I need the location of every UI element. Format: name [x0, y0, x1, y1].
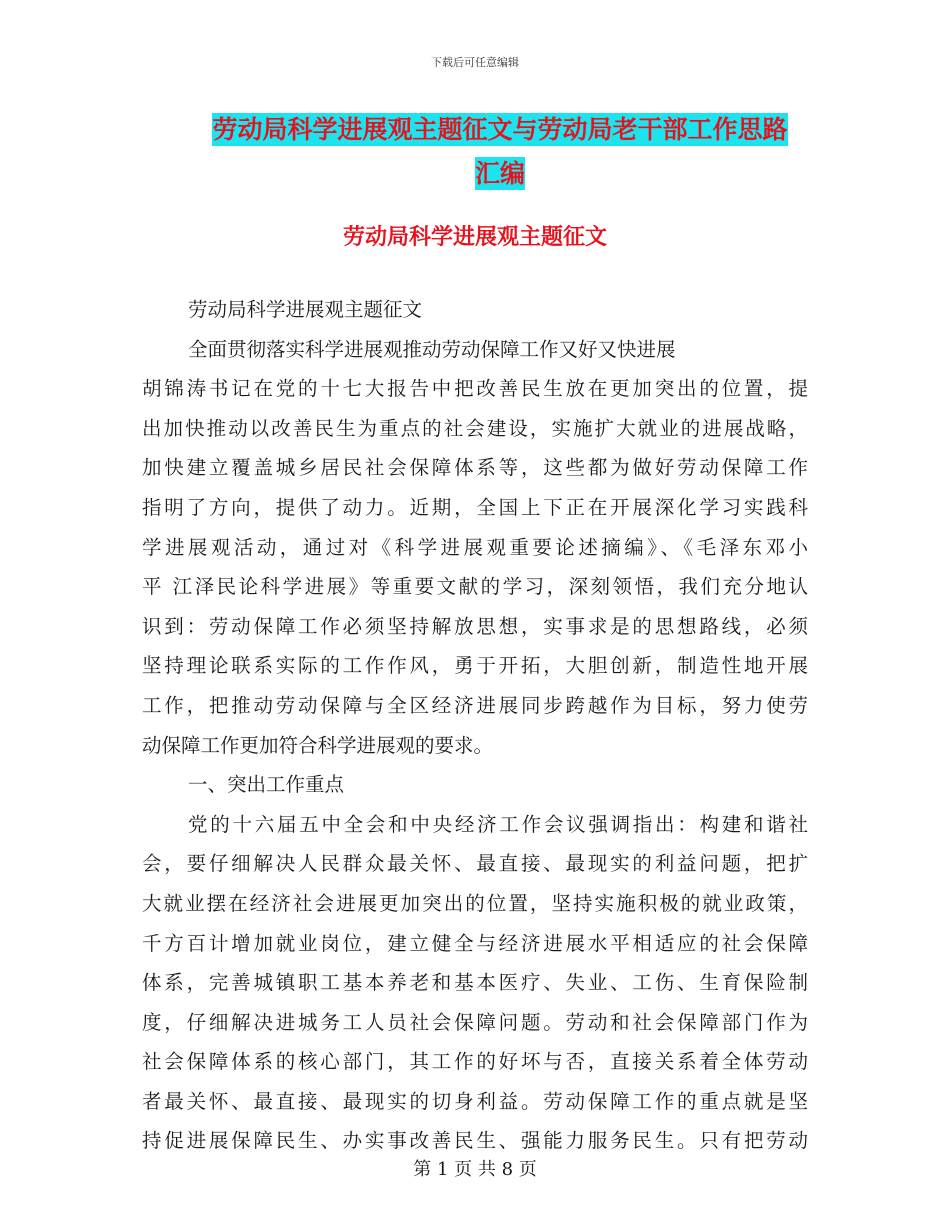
body-line: 一、突出工作重点 — [188, 773, 345, 797]
body-line: 党的十六届五中全会和中央经济工作会议强调指出：构建和谐社 — [188, 812, 808, 836]
body-line: 指明了方向，提供了动力。近期，全国上下正在开展深化学习实践科 — [142, 495, 808, 519]
document-title-line-2: 汇编 — [474, 159, 525, 188]
body-line: 胡锦涛书记在党的十七大报告中把改善民生放在更加突出的位置，提 — [142, 377, 808, 401]
body-line: 者最关怀、最直接、最现实的切身利益。劳动保障工作的重点就是坚 — [142, 1089, 808, 1113]
body-line: 体系，完善城镇职工基本养老和基本医疗、失业、工伤、生育保险制 — [142, 971, 808, 995]
body-text — [142, 290, 808, 1161]
page-number-footer: 第 1 页 共 8 页 — [413, 1159, 537, 1180]
body-line: 社会保障体系的核心部门，其工作的好坏与否，直接关系着全体劳动 — [142, 1050, 808, 1074]
body-line: 会，要仔细解决人民群众最关怀、最直接、最现实的利益问题，把扩 — [142, 852, 808, 876]
body-line: 识到：劳动保障工作必须坚持解放思想，实事求是的思想路线，必须 — [142, 614, 808, 638]
body-line: 坚持理论联系实际的工作作风，勇于开拓，大胆创新，制造性地开展 — [142, 654, 808, 678]
document-title-line-1: 劳动局科学进展观主题征文与劳动局老干部工作思路 — [212, 115, 788, 144]
body-line: 劳动局科学进展观主题征文 — [188, 298, 423, 321]
section-title: 劳动局科学进展观主题征文 — [342, 224, 607, 250]
body-line: 千方百计增加就业岗位，建立健全与经济进展水平相适应的社会保障 — [142, 931, 808, 955]
document-title — [180, 108, 820, 196]
body-line: 全面贯彻落实科学进展观推动劳动保障工作又好又快进展 — [188, 337, 676, 361]
body-line: 动保障工作更加符合科学进展观的要求。 — [142, 733, 494, 757]
body-line: 学进展观活动，通过对《科学进展观重要论述摘编》、《毛泽东邓小 — [142, 535, 808, 559]
body-line: 度，仔细解决进城务工人员社会保障问题。劳动和社会保障部门作为 — [142, 1010, 808, 1034]
body-line: 持促进展保障民生、办实事改善民生、强能力服务民生。只有把劳动 — [142, 1129, 808, 1153]
body-line: 平 江泽民论科学进展》等重要文献的学习，深刻领悟，我们充分地认 — [142, 575, 808, 599]
body-line: 工作，把推动劳动保障与全区经济进展同步跨越作为目标，努力使劳 — [142, 693, 808, 717]
body-line: 加快建立覆盖城乡居民社会保障体系等，这些都为做好劳动保障工作 — [142, 456, 808, 480]
body-line: 出加快推动以改善民生为重点的社会建设，实施扩大就业的进展战略， — [142, 416, 808, 440]
header-note: 下载后可任意编辑 — [431, 56, 519, 69]
body-line: 大就业摆在经济社会进展更加突出的位置，坚持实施积极的就业政策， — [142, 891, 808, 915]
